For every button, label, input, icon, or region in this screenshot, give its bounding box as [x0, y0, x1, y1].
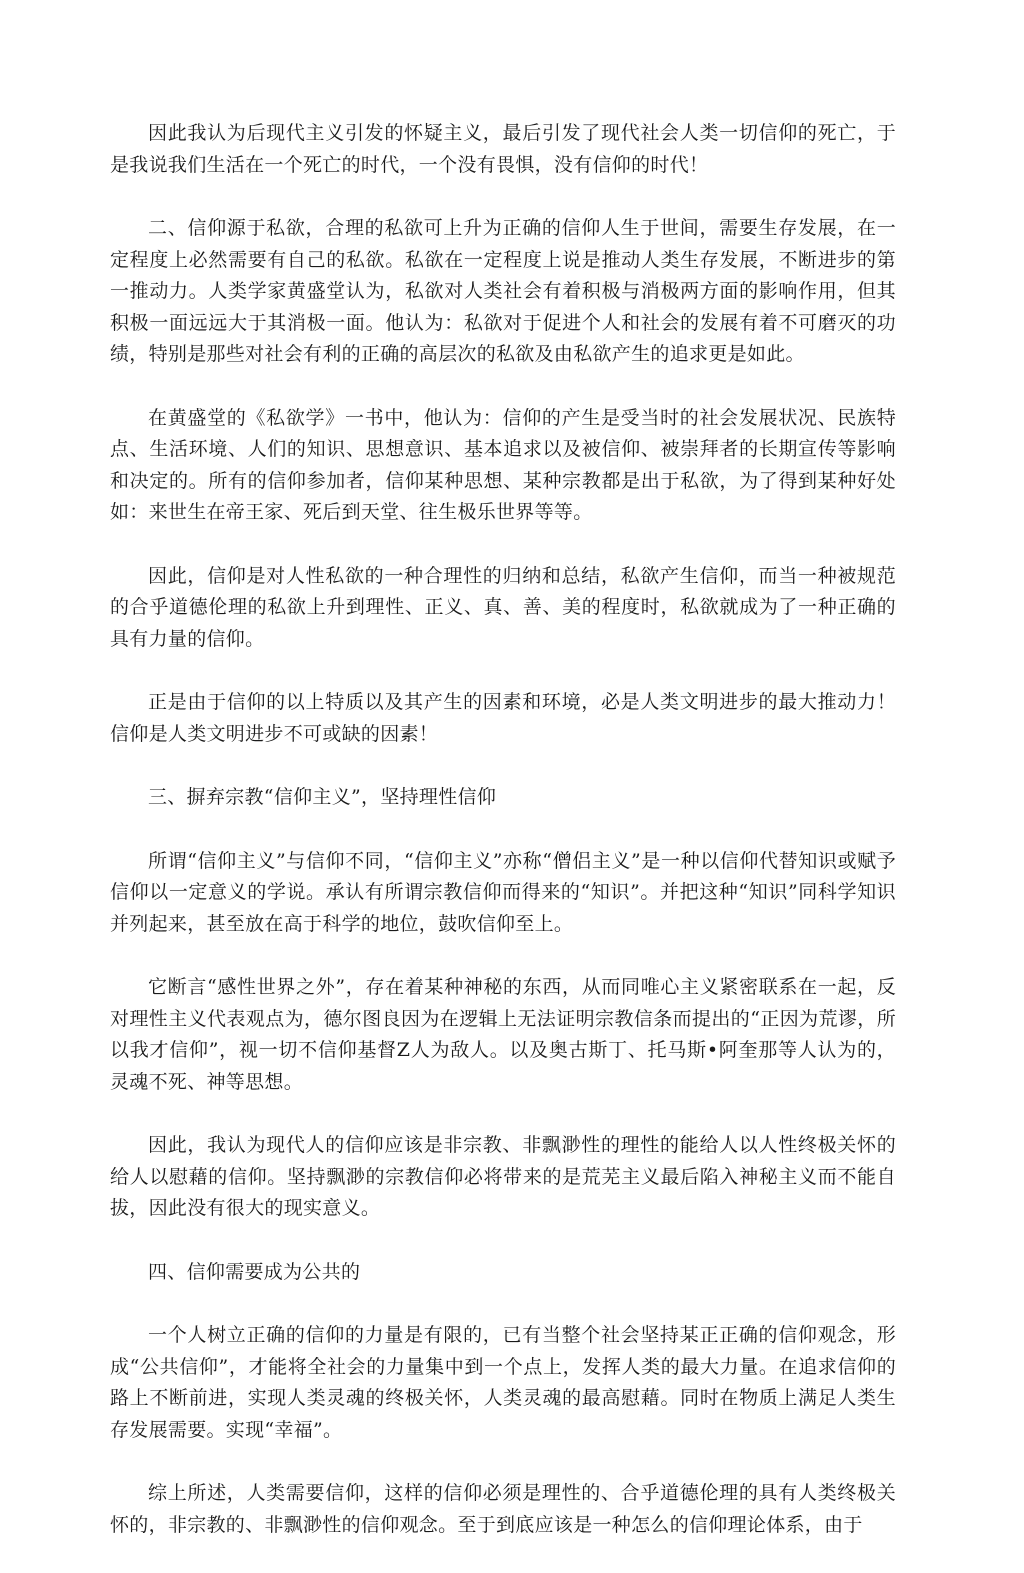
- paragraph-civilization-driver: 正是由于信仰的以上特质以及其产生的因素和环境，必是人类文明进步的最大推动力！信仰是人类文明进步不可或缺的因素！: [110, 691, 896, 745]
- paragraph-private-desire-book: 在黄盛堂的《私欲学》一书中，他认为：信仰的产生是受当时的社会发展状况、民族特点、生活环境、人们的知识、思想意识、基本追求以及被信仰、被崇拜者的长期宣传等影响和决定的。所有的信仰参加者，信仰某种思想、某种宗教都是出于私欲，为了得到某种好处如：来世生在帝王家、死后到天堂、往生极乐世界等等。: [110, 406, 896, 523]
- section-heading-3: 三、摒弃宗教“信仰主义”，坚持理性信仰: [148, 786, 497, 808]
- paragraph-public-faith: 一个人树立正确的信仰的力量是有限的，已有当整个社会坚持某正正确的信仰观念，形成“公共信仰”，才能将全社会的力量集中到一个点上，发挥人类的最大力量。在追求信仰的路上不断前进，实现人类灵魂的终极关怀，人类灵魂的最高慰藉。同时在物质上满足人类生存发展需要。实现“幸福”。: [110, 1324, 896, 1441]
- paragraph-fideism-definition: 所谓“信仰主义”与信仰不同，“信仰主义”亦称“僧侣主义”是一种以信仰代替知识或赋予信仰以一定意义的学说。承认有所谓宗教信仰而得来的“知识”。并把这种“知识”同科学知识并列起来，甚至放在高于科学的地位，鼓吹信仰至上。: [110, 849, 896, 935]
- paragraph-postmodern-death-of-faith: 因此我认为后现代主义引发的怀疑主义，最后引发了现代社会人类一切信仰的死亡，于是我说我们生活在一个死亡的时代，一个没有畏惧，没有信仰的时代！: [110, 122, 896, 176]
- paragraph-faith-summary: 因此，信仰是对人性私欲的一种合理性的归纳和总结，私欲产生信仰，而当一种被规范的合乎道德伦理的私欲上升到理性、正义、真、善、美的程度时，私欲就成为了一种正确的具有力量的信仰。: [110, 564, 896, 650]
- paragraph-conclusion: 综上所述，人类需要信仰，这样的信仰必须是理性的、合乎道德伦理的具有人类终极关怀的，非宗教的、非飘渺性的信仰观念。至于到底应该是一种怎么的信仰理论体系，由于: [110, 1482, 896, 1536]
- document-body: [110, 118, 896, 1573]
- paragraph-fideism-mysticism: 它断言“感性世界之外”，存在着某种神秘的东西，从而同唯心主义紧密联系在一起，反对理性主义代表观点为，德尔图良因为在逻辑上无法证明宗教信条而提出的“正因为荒谬，所以我才信仰”，视一切不信仰基督Z人为敌人。以及奥古斯丁、托马斯•阿奎那等人认为的，灵魂不死、神等思想。: [110, 976, 896, 1093]
- section-heading-4: 四、信仰需要成为公共的: [148, 1260, 361, 1283]
- paragraph-modern-faith: 因此，我认为现代人的信仰应该是非宗教、非飘渺性的理性的能给人以人性终极关怀的给人以慰藉的信仰。坚持飘渺的宗教信仰必将带来的是荒芜主义最后陷入神秘主义而不能自拔，因此没有很大的现实意义。: [110, 1134, 896, 1219]
- paragraph-section-2-private-desire: 二、信仰源于私欲，合理的私欲可上升为正确的信仰人生于世间，需要生存发展，在一定程度上必然需要有自己的私欲。私欲在一定程度上说是推动人类生存发展，不断进步的第一推动力。人类学家黄盛堂认为，私欲对人类社会有着积极与消极两方面的影响作用，但其积极一面远远大于其消极一面。他认为：私欲对于促进个人和社会的发展有着不可磨灭的功绩，特别是那些对社会有利的正确的高层次的私欲及由私欲产生的追求更是如此。: [110, 217, 896, 365]
